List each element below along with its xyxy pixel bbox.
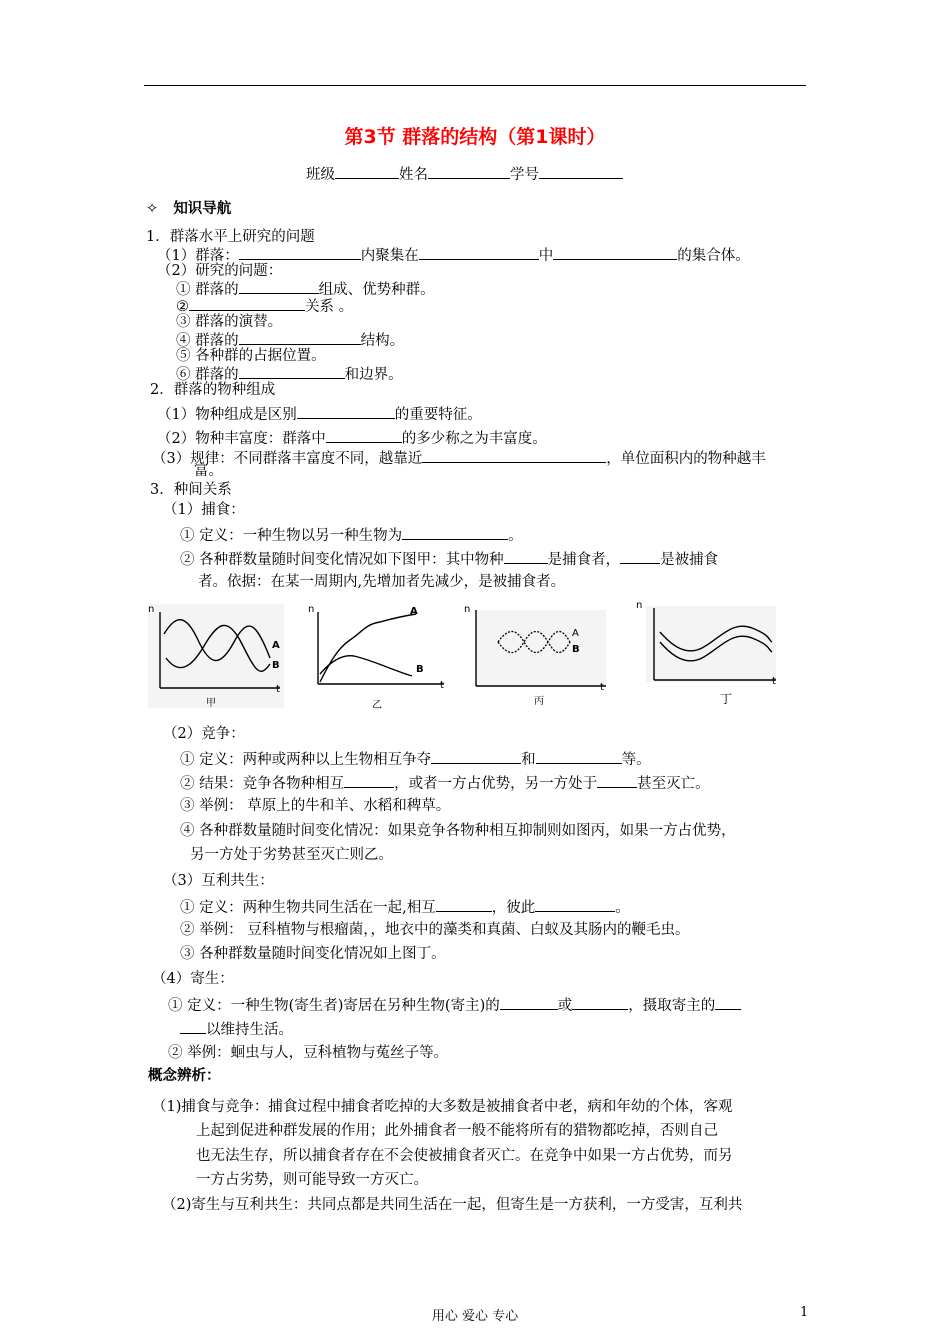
graph-caption: 甲 xyxy=(206,698,216,709)
s3-parasitism: （4）寄生： xyxy=(152,971,234,987)
blank[interactable] xyxy=(189,296,305,311)
blank[interactable] xyxy=(436,897,492,912)
y-axis-label: n xyxy=(148,604,155,615)
concept-p1-line1: （1)捕食与竞争：捕食过程中捕食者吃掉的大多数是被捕食者中老，病和年幼的个体，客观 xyxy=(152,1099,733,1115)
s3-parasitism-def-cont: 以维持生活。 xyxy=(180,1019,293,1039)
x-axis-label: t xyxy=(276,684,280,695)
s1-item1: ① 群落的 组成、优势种群。 xyxy=(176,279,435,299)
graph-caption: 丁 xyxy=(720,692,733,706)
blank[interactable] xyxy=(402,525,508,540)
s3-predation-basis: 者。依据：在某一周期内,先增加者先减少，是被捕食者。 xyxy=(198,574,566,590)
y-axis-label: n xyxy=(308,604,315,615)
graph-bing xyxy=(462,604,610,708)
s1-item6: ⑥ 群落的 和边界。 xyxy=(176,364,403,384)
concept-p1-line4: 一方占劣势，则可能导致一方灭亡。 xyxy=(196,1172,428,1188)
y-axis-label: n xyxy=(636,600,643,611)
blank[interactable] xyxy=(422,448,606,463)
y-axis-label: n xyxy=(464,604,471,615)
blank[interactable] xyxy=(239,279,319,294)
name-blank[interactable] xyxy=(428,164,510,179)
x-axis-label: t xyxy=(440,680,444,691)
series-b-label: B xyxy=(416,664,424,675)
class-label: 班级 xyxy=(306,167,335,183)
diamond-icon: ✧ xyxy=(146,201,159,217)
section-nav xyxy=(146,200,231,218)
s3-heading: 3．种间关系 xyxy=(150,482,232,498)
blank[interactable] xyxy=(326,428,402,443)
s1-line2: （2）研究的问题： xyxy=(157,263,283,279)
blank[interactable] xyxy=(419,245,539,260)
s3-predation: （1）捕食： xyxy=(163,502,245,518)
graph-caption: 丙 xyxy=(534,696,544,707)
blank[interactable] xyxy=(504,549,548,564)
name-label: 姓名 xyxy=(399,167,428,183)
s3-competition-result: ② 结果：竞争各物种相互 ，或者一方占优势，另一方处于 甚至灭亡。 xyxy=(180,773,710,793)
graph-yi xyxy=(308,604,448,711)
s3-mutualism-example: ② 举例： 豆科植物与根瘤菌，，地衣中的藻类和真菌、白蚁及其肠内的鞭毛虫。 xyxy=(180,922,690,938)
blank[interactable] xyxy=(553,245,677,260)
graph-caption: 乙 xyxy=(372,700,382,711)
s3-competition-def: ① 定义：两种或两种以上生物相互争夺 和 等。 xyxy=(180,749,651,769)
header-rule xyxy=(144,85,806,86)
s3-parasitism-example: ② 举例：蛔虫与人，豆科植物与菟丝子等。 xyxy=(168,1045,449,1061)
blank[interactable] xyxy=(344,773,394,788)
s1-item4: ④ 群落的 结构。 xyxy=(176,330,404,350)
s1-line1: （1）群落： 内聚集在 中 的集合体。 xyxy=(157,245,750,265)
page-number: 1 xyxy=(800,1305,809,1320)
blank[interactable] xyxy=(500,995,558,1010)
blank[interactable] xyxy=(620,549,660,564)
page-title: 第3节 群落的结构（第1课时） xyxy=(344,126,606,148)
blank[interactable] xyxy=(239,364,345,379)
concept-p1-line3: 也无法生存，所以捕食者存在不会使被捕食者灭亡。在竞争中如果一方占优势，而另 xyxy=(196,1148,733,1164)
s1-heading: 1．群落水平上研究的问题 xyxy=(146,229,315,245)
s2-line3: （3）规律：不同群落丰富度不同，越靠近 ，单位面积内的物种越丰 xyxy=(152,448,766,468)
x-axis-label: t xyxy=(600,682,604,693)
blank[interactable] xyxy=(239,245,361,260)
series-b-label: B xyxy=(572,644,580,655)
s3-competition-graph-text-cont: 另一方处于劣势甚至灭亡则乙。 xyxy=(190,847,393,863)
s3-competition: （2）竞争： xyxy=(163,726,245,742)
s3-competition-graph-text: ④ 各种群数量随时间变化情况：如果竞争各物种相互抑制则如图丙，如果一方占优势， xyxy=(180,823,736,839)
s2-heading: 2．群落的物种组成 xyxy=(150,382,276,398)
s3-competition-example: ③ 举例： 草原上的牛和羊、水稻和稗草。 xyxy=(180,798,451,814)
series-a-label: A xyxy=(410,606,418,617)
blank[interactable] xyxy=(297,404,395,419)
nav-label: 知识导航 xyxy=(173,201,232,217)
series-b-label: B xyxy=(272,660,280,671)
s2-line3-cont: 富。 xyxy=(194,463,223,479)
concept-p2-line1: （2)寄生与互利共生：共同点都是共同生活在一起，但寄生是一方获利，一方受害，互利共 xyxy=(162,1197,743,1213)
concept-p1-line2: 上起到促进种群发展的作用；此外捕食者一般不能将所有的猎物都吃掉，否则自己 xyxy=(196,1123,718,1139)
s1-item5: ⑤ 各种群的占据位置。 xyxy=(176,348,326,364)
blank[interactable] xyxy=(572,995,628,1010)
series-a-label: A xyxy=(572,628,579,639)
student-info xyxy=(306,164,623,184)
footer-text: 用心 爱心 专心 xyxy=(431,1309,519,1324)
blank[interactable] xyxy=(536,749,622,764)
concept-heading: 概念辨析： xyxy=(148,1068,221,1084)
blank[interactable] xyxy=(535,897,615,912)
s2-line1: （1）物种组成是区别 的重要特征。 xyxy=(157,404,482,424)
x-axis-label: t xyxy=(772,676,776,687)
blank[interactable] xyxy=(715,995,741,1010)
s3-mutualism-def: ① 定义：两种生物共同生活在一起,相互 ，彼此 。 xyxy=(180,897,630,917)
series-a-label: A xyxy=(272,640,280,651)
graph-ding xyxy=(632,600,782,704)
class-blank[interactable] xyxy=(335,164,399,179)
blank[interactable] xyxy=(180,1019,206,1034)
id-blank[interactable] xyxy=(539,164,623,179)
s3-mutualism: （3）互利共生： xyxy=(163,873,274,889)
s1-item2: ② 关系 。 xyxy=(176,296,353,316)
s3-parasitism-def: ① 定义：一种生物(寄生者)寄居在另种生物(寄主)的 或 ，摄取寄主的 xyxy=(168,995,741,1015)
graph-jia xyxy=(148,604,284,708)
blank[interactable] xyxy=(239,330,361,345)
s3-predation-def: ① 定义：一种生物以另一种生物为 。 xyxy=(180,525,523,545)
s3-mutualism-graph: ③ 各种群数量随时间变化情况如上图丁。 xyxy=(180,946,446,962)
blank[interactable] xyxy=(431,749,521,764)
s2-line2: （2）物种丰富度：群落中 的多少称之为丰富度。 xyxy=(157,428,547,448)
id-label: 学号 xyxy=(510,167,539,183)
blank[interactable] xyxy=(597,773,637,788)
s3-predation-graph-text: ② 各种群数量随时间变化情况如下图甲：其中物种 是捕食者， 是被捕食 xyxy=(180,549,718,569)
s1-item3: ③ 群落的演替。 xyxy=(176,314,283,330)
